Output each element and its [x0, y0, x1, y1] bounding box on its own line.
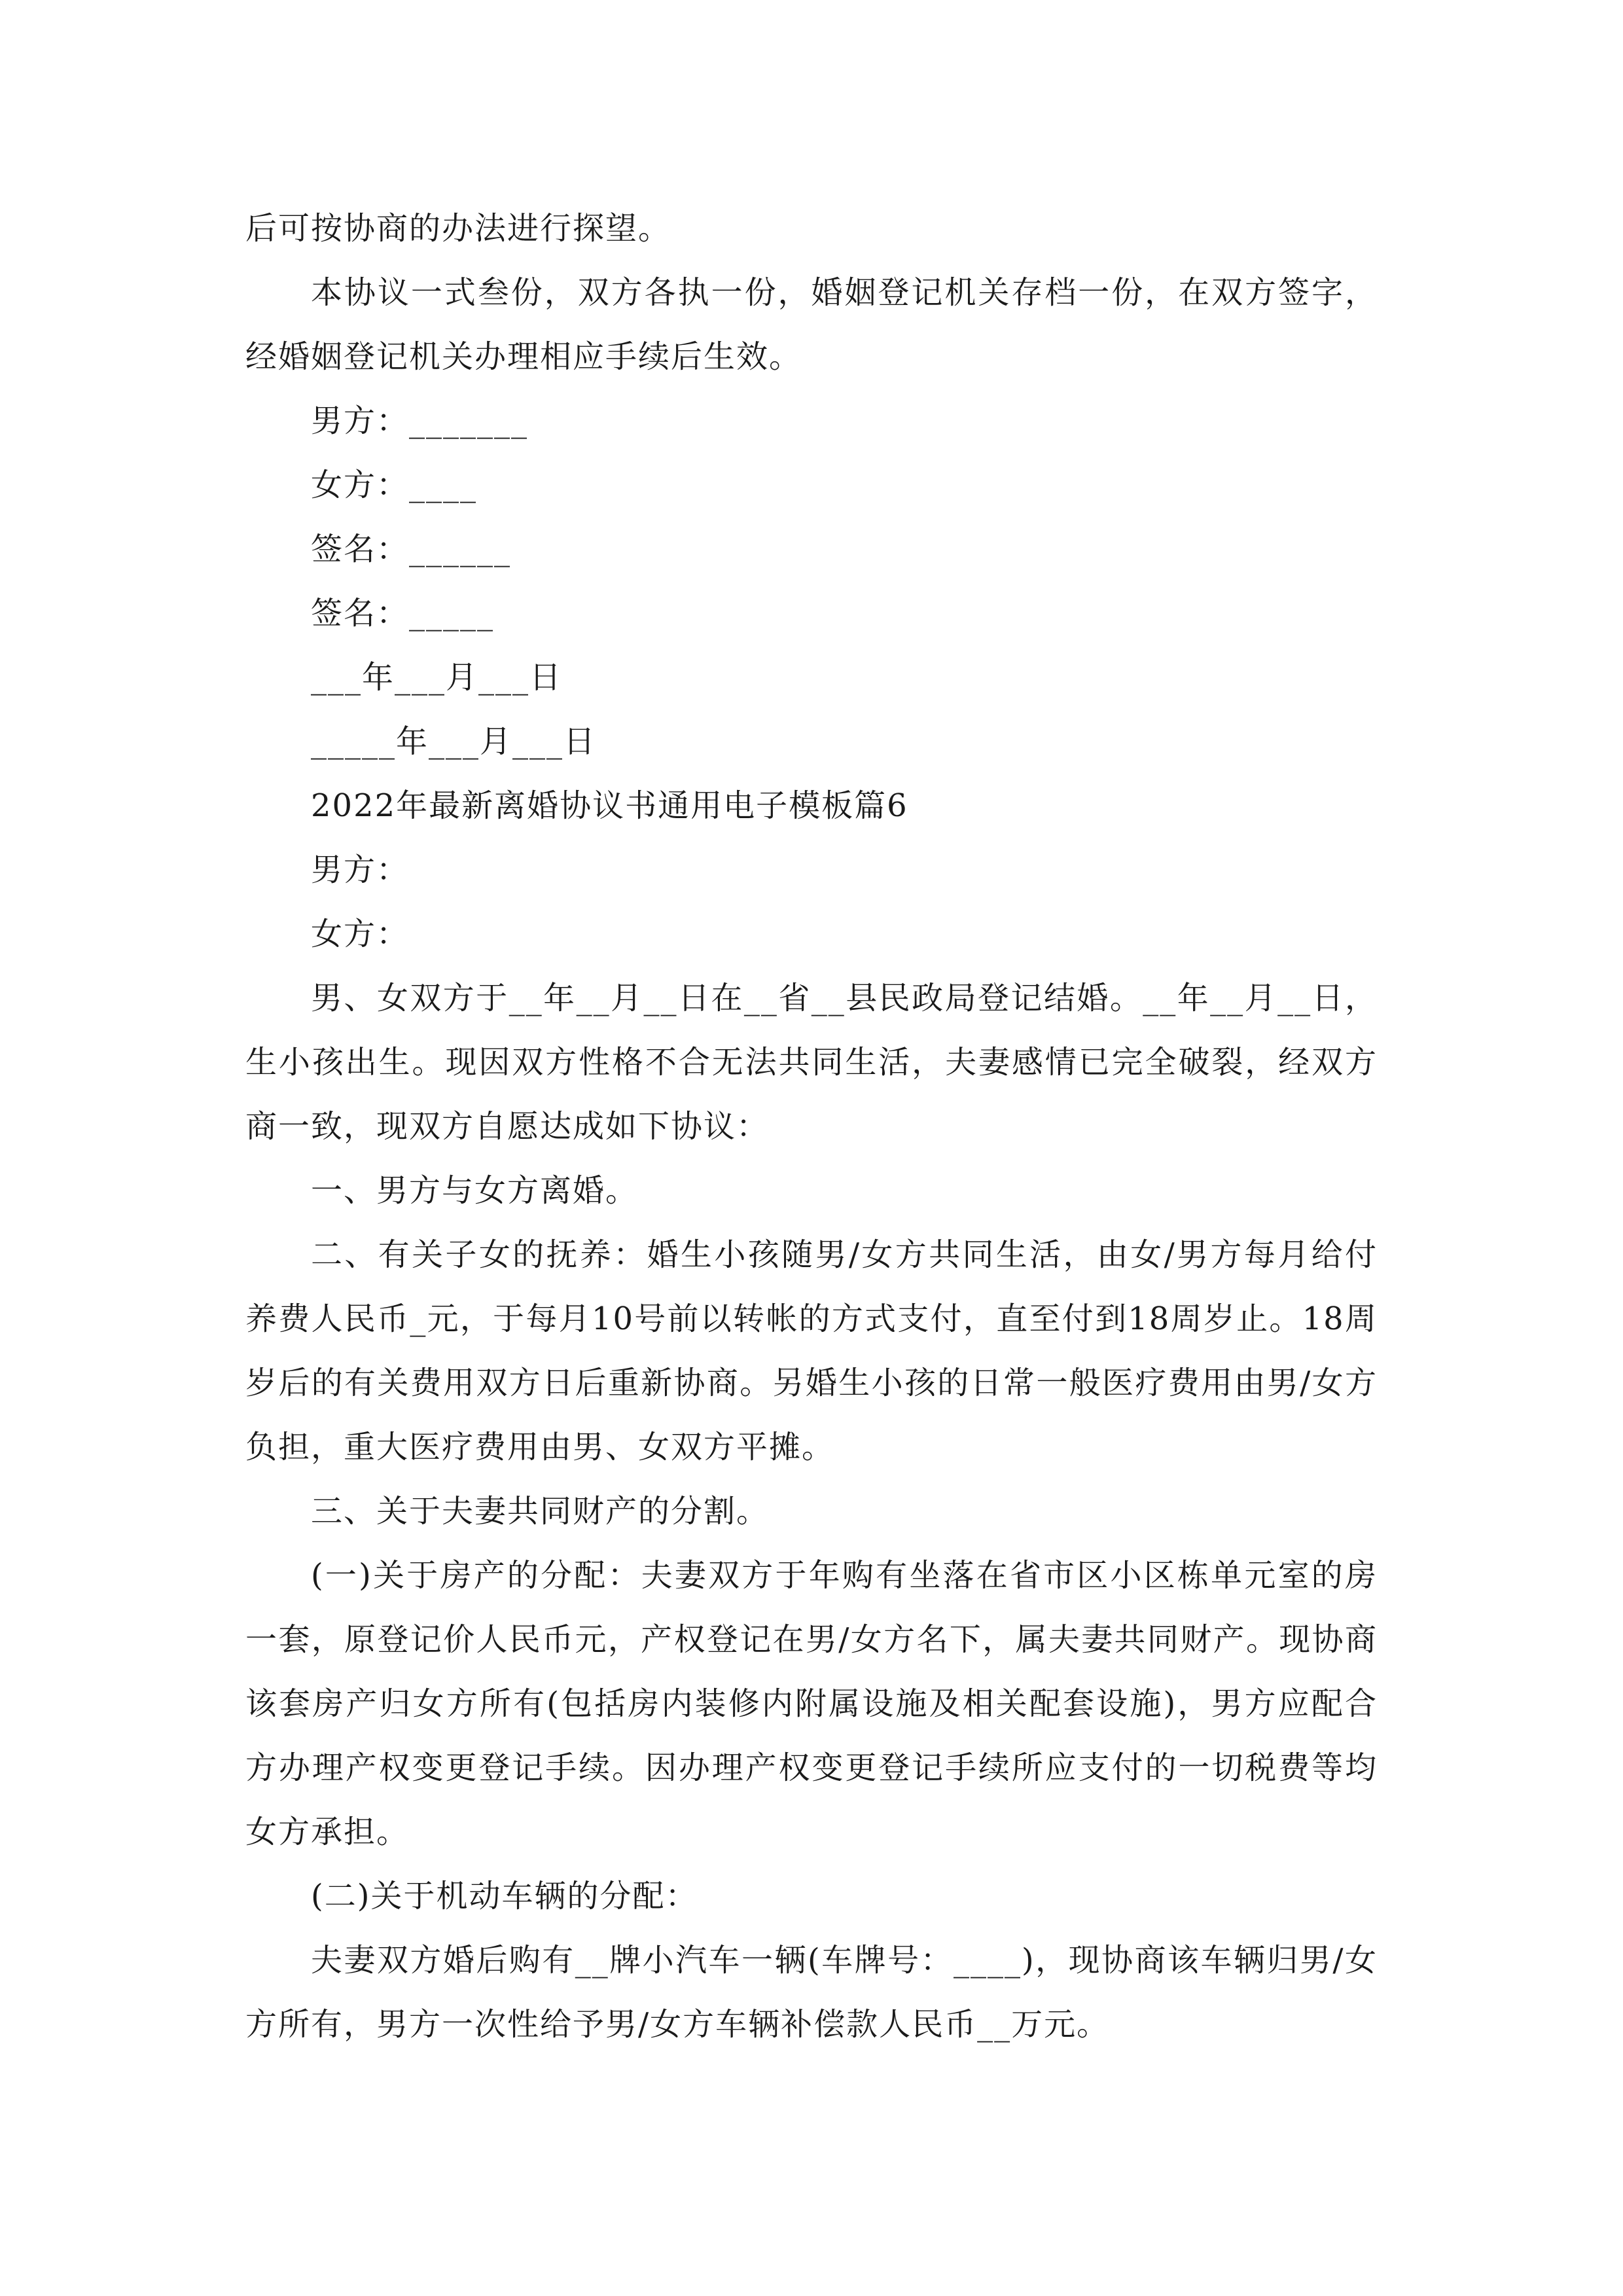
paragraph-line: 方所有，男方一次性给予男/女方车辆补偿款人民币__万元。 — [245, 2006, 1110, 2043]
paragraph-line: 养费人民币_元，于每月10号前以转帐的方式支付，直至付到18周岁止。18周 — [245, 1300, 1378, 1337]
paragraph-line: 经婚姻登记机关办理相应手续后生效。 — [245, 338, 802, 375]
clause-heading: 三、关于夫妻共同财产的分割。 — [311, 1493, 770, 1530]
paragraph-line: 方办理产权变更登记手续。因办理产权变更登记手续所应支付的一切税费等均 — [245, 1749, 1378, 1786]
clause-heading: (二)关于机动车辆的分配： — [311, 1878, 698, 1914]
male-party-field: 男方： — [311, 852, 410, 888]
female-party-field: 女方：____ — [311, 467, 478, 503]
paragraph-line: 夫妻双方婚后购有__牌小汽车一辆(车牌号：____)，现协商该车辆归男/女 — [311, 1942, 1378, 1979]
date-field: _____年___月___日 — [311, 723, 597, 760]
paragraph-line: 生小孩出生。现因双方性格不合无法共同生活，夫妻感情已完全破裂，经双方 — [245, 1044, 1378, 1081]
female-party-field: 女方： — [311, 916, 410, 952]
male-party-field: 男方：_______ — [311, 403, 529, 439]
paragraph-line: 男、女双方于__年__月__日在__省__县民政局登记结婚。__年__月__日， — [311, 980, 1378, 1016]
signature-field: 签名：______ — [311, 531, 512, 567]
paragraph-line: 本协议一式叁份，双方各执一份，婚姻登记机关存档一份，在双方签字， — [311, 274, 1378, 311]
clause-heading: 一、男方与女方离婚。 — [311, 1172, 639, 1209]
paragraph-line: 一套，原登记价人民币元，产权登记在男/女方名下，属夫妻共同财产。现协商 — [245, 1621, 1378, 1658]
paragraph-line: 后可按协商的办法进行探望。 — [245, 210, 671, 247]
paragraph-line: 岁后的有关费用双方日后重新协商。另婚生小孩的日常一般医疗费用由男/女方 — [245, 1365, 1378, 1401]
section-title: 2022年最新离婚协议书通用电子模板篇6 — [311, 787, 908, 824]
paragraph-line: 该套房产归女方所有(包括房内装修内附属设施及相关配套设施)，男方应配合 — [245, 1685, 1378, 1722]
document-page — [245, 196, 1378, 2056]
date-field: ___年___月___日 — [311, 659, 563, 696]
paragraph-line: 二、有关子女的抚养：婚生小孩随男/女方共同生活，由女/男方每月给付 — [311, 1236, 1378, 1273]
paragraph-line: (一)关于房产的分配：夫妻双方于年购有坐落在省市区小区栋单元室的房 — [311, 1557, 1378, 1594]
paragraph-line: 负担，重大医疗费用由男、女双方平摊。 — [245, 1429, 835, 1465]
paragraph-line: 商一致，现双方自愿达成如下协议： — [245, 1108, 770, 1145]
paragraph-line: 女方承担。 — [245, 1814, 410, 1850]
signature-field: 签名：_____ — [311, 595, 495, 632]
